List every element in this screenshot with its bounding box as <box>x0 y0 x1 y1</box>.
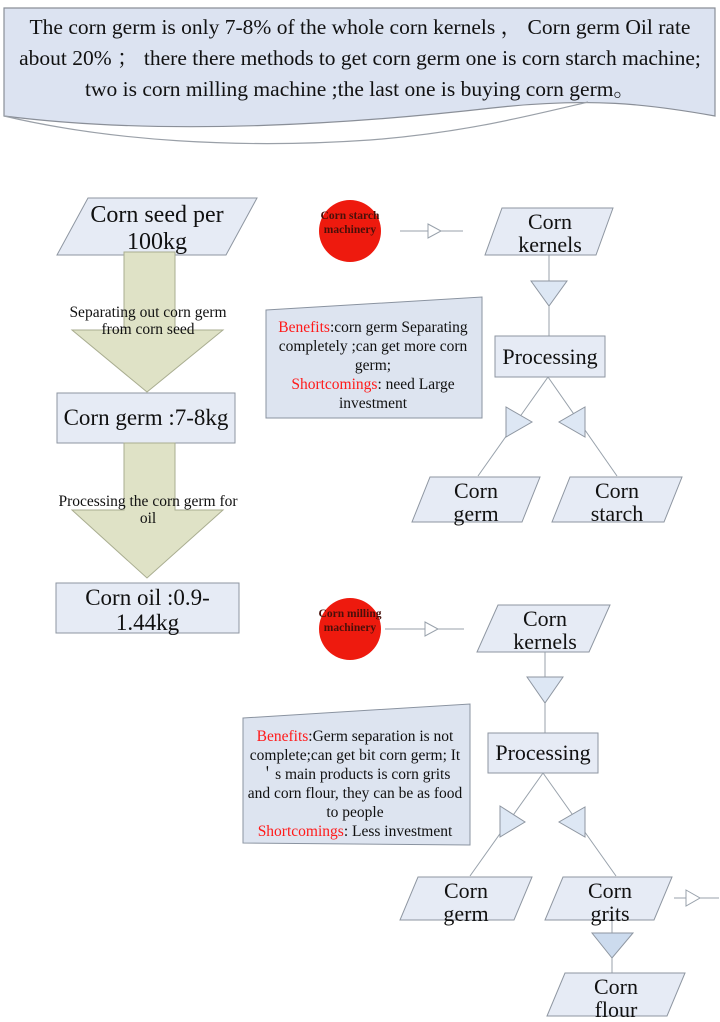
corn-seed-label: Corn seed per 100kg <box>90 202 224 255</box>
corn-germ-label-2: Corn germ <box>443 878 489 926</box>
step2-label: Processing the corn germ for oil <box>58 493 238 527</box>
banner-text: The corn germ is only 7-8% of the whole corn kernels ， Corn germ Oil rate about 20% ； there there methods to get corn germ one is corn starch machine; two is corn milling machine ;the last one is buying corn germ。 <box>19 15 701 101</box>
corn-germ-left-label: Corn germ :7-8kg <box>63 405 229 430</box>
corn-kernels-label-1: Corn kernels <box>518 209 582 257</box>
processing-label-2: Processing <box>495 740 591 765</box>
benefits-2-line: Benefits:Germ separation is not complete;can get bit corn germ; It＇s main products is corn grits and corn flour, they can be as food to people <box>247 728 463 821</box>
milling-arrowhead <box>425 622 438 636</box>
shortcomings-1-line: Shortcomings: need Large investment <box>291 376 455 412</box>
corn-starch-label: Corn starch <box>590 478 644 526</box>
corn-oil-label: Corn oil :0.9-1.44kg <box>85 585 210 635</box>
step1-label: Separating out corn germ from corn seed <box>69 304 227 338</box>
kernels1-down-triangle <box>531 281 567 306</box>
corn-milling-machinery-label: Corn milling machinery <box>318 608 382 634</box>
benefits-box-1-text <box>272 318 474 413</box>
corn-starch-machinery-label: Corn starch machinery <box>320 210 380 236</box>
proc2-right-triangle <box>559 807 585 837</box>
corn-flour-label: Corn flour <box>594 974 638 1022</box>
starch-arrowhead <box>428 224 441 238</box>
corn-germ-label-1: Corn germ <box>453 478 499 526</box>
corn-kernels-label-2: Corn kernels <box>513 606 577 654</box>
shortcomings-2-line: Shortcomings: Less investment <box>257 823 453 840</box>
proc2-left-triangle <box>500 806 525 837</box>
grits-down-triangle <box>592 933 633 958</box>
benefits-1-line: Benefits:corn germ Separating completely ;can get more corn germ; <box>278 319 468 374</box>
kernels2-down-triangle <box>527 677 563 703</box>
benefits-box-2-text <box>247 727 463 841</box>
proc1-left-triangle <box>506 407 532 437</box>
processing-label-1: Processing <box>502 344 598 369</box>
grits-right-arrowhead <box>686 890 700 906</box>
corn-grits-label: Corn grits <box>588 878 632 926</box>
